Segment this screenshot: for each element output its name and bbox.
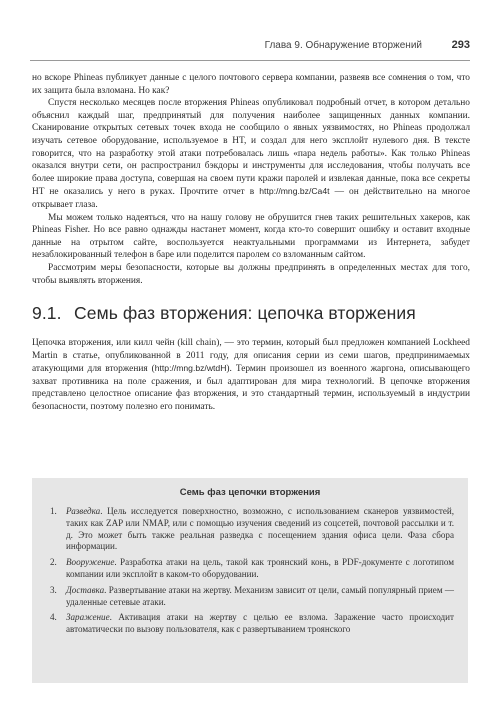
item-text: . Развертывание атаки на жертву. Механизм зависит от цели, самый популярный прием — удаленные сетевые атаки. <box>66 584 454 607</box>
section-title: Семь фаз вторжения: цепочка вторжения <box>74 303 416 324</box>
item-term: Доставка <box>66 584 105 595</box>
sidebar-box-title: Семь фаз цепочки вторжения <box>179 487 321 498</box>
item-term: Разведка <box>66 506 101 516</box>
paragraph-2-text: Спустя несколько месяцев после вторжения Phineas опубликовал подробный отчет, в котором детально объяснил каждый шаг, предпринятый для получения наиболее защищенных данных компании. Сканирование открытых сетевых точек входа не сообщило о явных уязвимостях, но Phineas продолжал изучать сетевое оборудование, используемое в HT, и создал для него эксплойт нулевого дня. В тексте говорится, что на разработку этой атаки потребовалась лишь «пара недель работы». Как только Phineas оказался внутри сети, он распространил бэкдоры и инструменты для исследования, чтобы получать все более широкие права доступа, совершая на своем пути кражи паролей и извлекая данные, пока все секреты HT не оказались у него в руках. Прочтите отчет в <box>32 98 470 198</box>
header-rule <box>30 60 470 61</box>
report-link[interactable]: http://mng.bz/Ca4t <box>259 186 330 197</box>
item-term: Заражение <box>66 612 110 623</box>
paragraph-2 <box>32 97 470 211</box>
paragraph-1: но вскоре Phineas публикует данные с целого почтового сервера компании, развеяв все сомнения о том, что их защита была взломана. Но как? <box>32 73 470 96</box>
item-text: . Активация атаки на жертву с целью ее взлома. Заражение часто происходит автоматически по вызову пользователя, как с развертыванием троянского <box>66 612 454 635</box>
item-text: . Цель исследуется поверхностно, возможно, с использованием сканеров уязвимостей, таких как ZAP или NMAP, или с помощью изучения сведений из соцсетей, почтовой рассылки и т. д. Это может быть также реальная разведка с посещением здания офиса цели. Фаза сбора информации. <box>66 506 454 552</box>
section-paragraph <box>32 337 470 414</box>
phases-list <box>32 506 468 636</box>
list-item <box>32 612 468 636</box>
chapter-title: Глава 9. Обнаружение вторжений <box>264 40 422 51</box>
list-item <box>32 506 468 553</box>
section-paragraph-text: Цепочка вторжения, или килл чейн (kill chain), — это термин, который был предложен компанией Lockheed Martin в статье, опубликованной в 2011 году, для описания серии из семи шагов, предпринимаемых атакующими для вторжения ( <box>32 338 470 375</box>
paragraph-2-tail: — он действительно на многое открывает глаза. <box>32 187 470 210</box>
list-item <box>32 585 468 609</box>
paragraph-4: Рассмотрим меры безопасности, которые вы должны предпринять в определенных местах для того, чтобы выявлять вторжения. <box>32 262 470 286</box>
article-link[interactable]: http://mng.bz/wtdH <box>154 363 227 374</box>
item-term: Вооружение <box>66 557 115 568</box>
list-item <box>32 557 468 581</box>
sidebar-box <box>32 478 468 683</box>
section-heading <box>32 303 470 324</box>
item-number: 4. <box>50 612 57 623</box>
item-number: 1. <box>50 506 57 516</box>
paragraph-3: Мы можем только надеяться, что на нашу голову не обрушится гнев таких решительных хакеров, как Phineas Fisher. Но все равно однажды настанет момент, когда кто-то совершит ошибку и оставит входные данные на отрытом сайте, воспользуется неактуальными программами из Интернета, забудет незаблокированный телефон в баре или поделится паролем со взломанным сайтом. <box>32 212 470 261</box>
item-text: . Разработка атаки на цель, такой как троянский конь, в PDF-документе с логотипом компании или эксплойт в каком-то оборудовании. <box>66 557 454 579</box>
section-number: 9.1. <box>32 303 62 324</box>
page-number: 293 <box>451 39 470 51</box>
section-paragraph-tail: ). Термин произошел из военного жаргона, описывающего захват противника на поле сражения, и был адаптирован для мира технологий. В цепочке вторжения представлено целостное описание фаз вторжения, и это стандартный термин, используемый в индустрии безопасности, поэтому полезно его понимать. <box>32 364 470 413</box>
running-header <box>30 38 470 54</box>
item-number: 3. <box>50 584 57 595</box>
body-text <box>32 72 470 414</box>
item-number: 2. <box>50 557 57 568</box>
